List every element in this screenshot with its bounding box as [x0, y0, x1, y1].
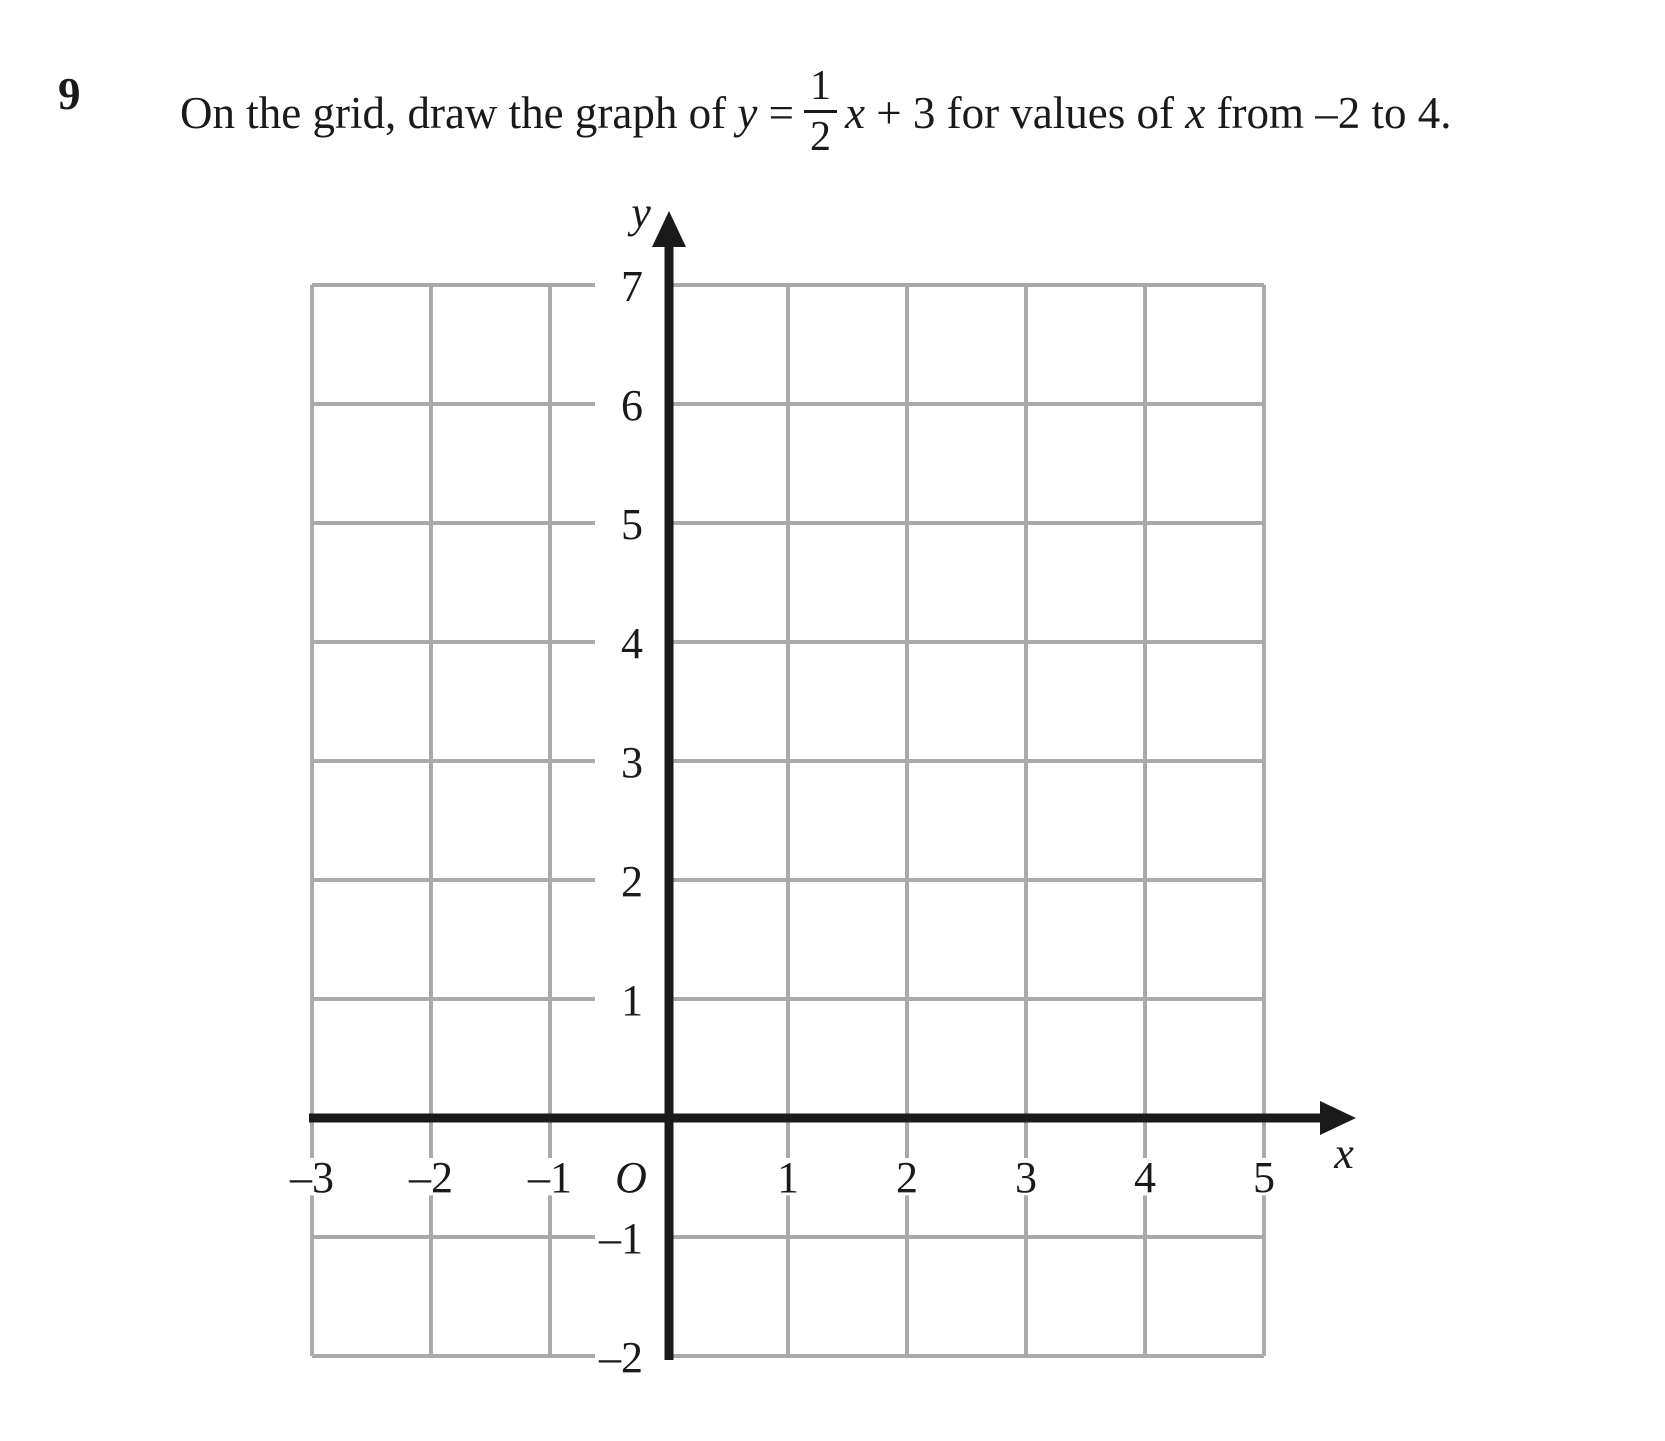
y-axis-arrow — [652, 211, 686, 247]
y-tick-label: 5 — [621, 500, 643, 549]
origin-label: O — [615, 1153, 647, 1202]
question-y-variable: y — [737, 87, 758, 138]
question-equals: = — [757, 87, 794, 138]
y-tick-label: 2 — [621, 857, 643, 906]
question-mid: + 3 for values of — [864, 87, 1186, 138]
y-tick-label: 1 — [621, 976, 643, 1025]
question-x-variable-2: x — [1185, 87, 1206, 138]
y-tick-label: 6 — [621, 381, 643, 430]
x-axis-label: x — [1334, 1129, 1354, 1178]
y-tick-label: 3 — [621, 738, 643, 787]
x-tick-label: 1 — [777, 1153, 799, 1202]
question-suffix: from –2 to 4. — [1205, 87, 1452, 138]
y-tick-label: –2 — [599, 1333, 643, 1382]
fraction-numerator: 1 — [804, 62, 837, 113]
x-tick-label: 3 — [1015, 1153, 1037, 1202]
y-tick-label: –1 — [599, 1214, 643, 1263]
x-tick-label: 5 — [1253, 1153, 1275, 1202]
y-tick-label: 4 — [621, 619, 643, 668]
fraction-denominator: 2 — [809, 114, 831, 160]
x-tick-label: 4 — [1134, 1153, 1156, 1202]
question-number: 9 — [58, 69, 81, 119]
question-prefix: On the grid, draw the graph of — [180, 87, 738, 138]
y-tick-label: 7 — [621, 262, 643, 311]
x-tick-label: –3 — [290, 1153, 334, 1202]
question-x-variable: x — [844, 87, 865, 138]
x-tick-label: 2 — [896, 1153, 918, 1202]
x-tick-label: –1 — [528, 1153, 572, 1202]
x-tick-label: –2 — [409, 1153, 453, 1202]
y-axis-label: y — [631, 188, 651, 237]
